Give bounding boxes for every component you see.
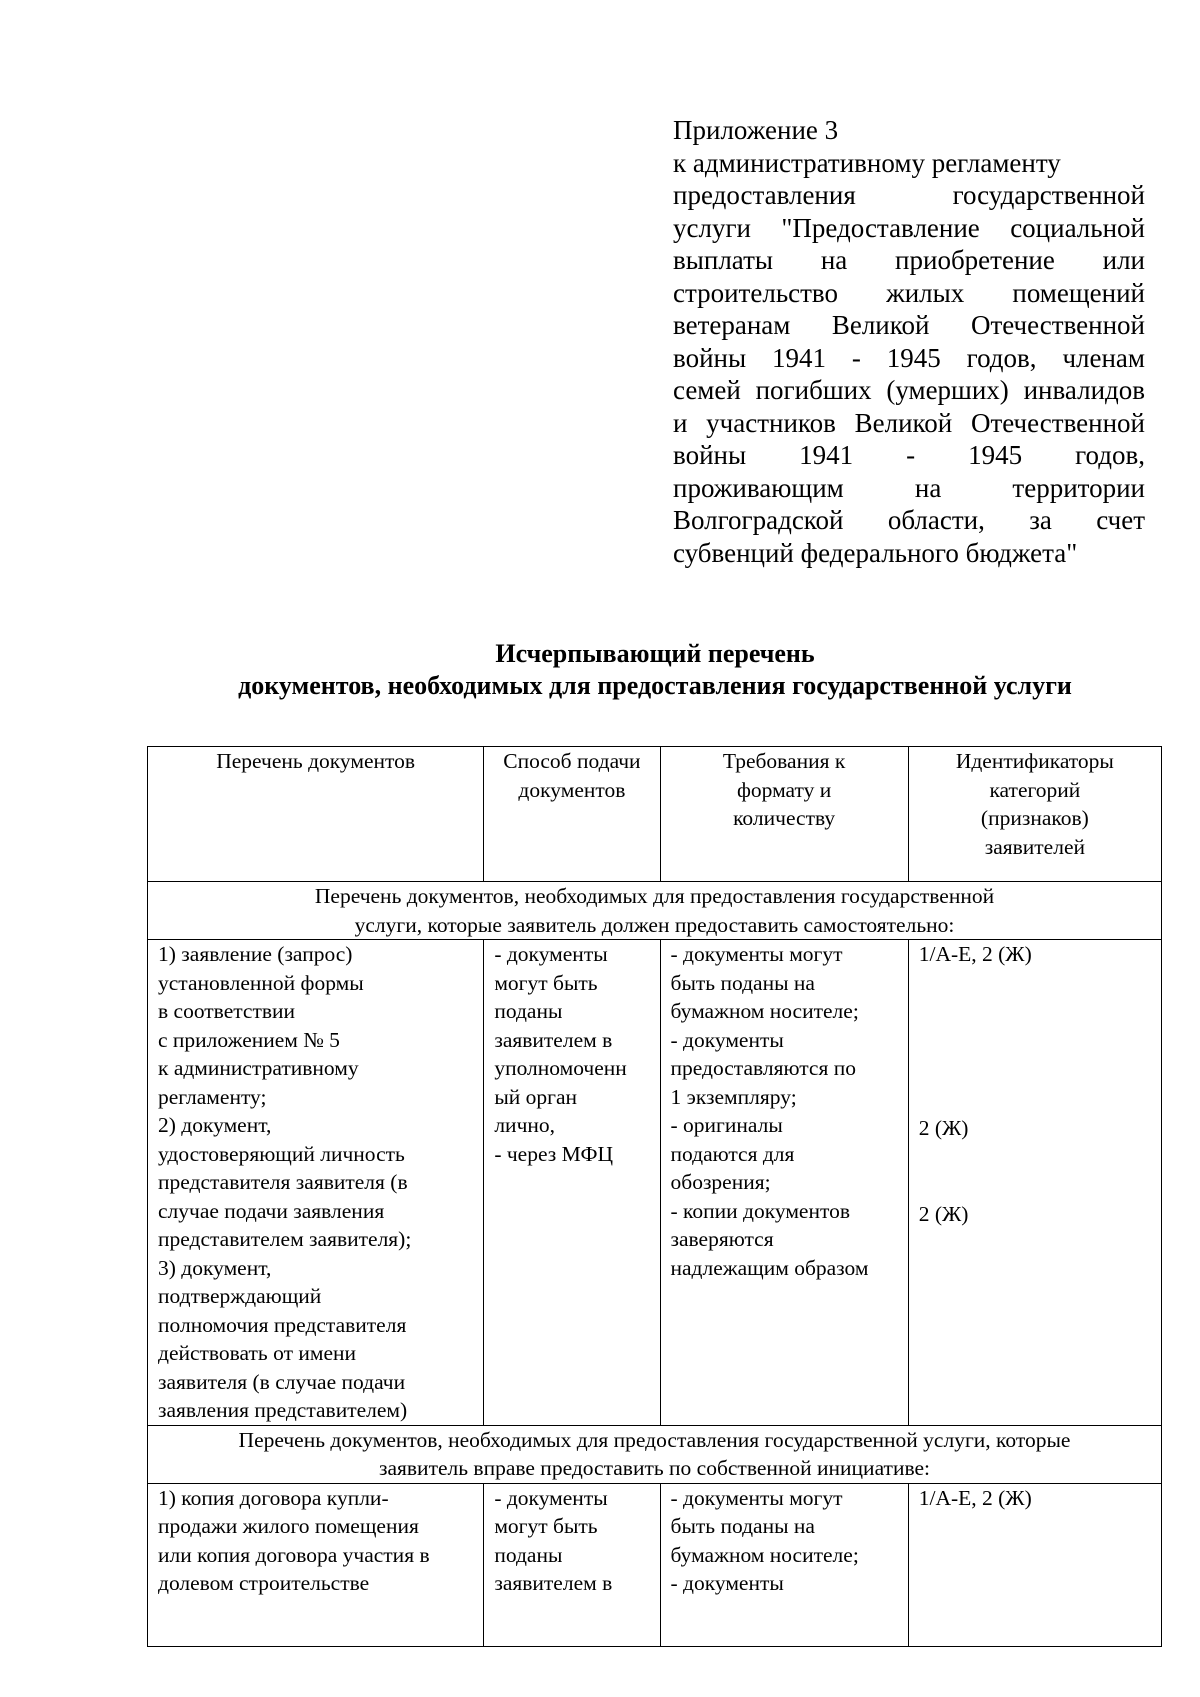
cell-line: - через МФЦ — [494, 1141, 613, 1166]
section-text: Перечень документов, необходимых для предоставления государственной — [314, 884, 995, 908]
header-identifiers — [908, 747, 1161, 882]
cell-line: подаются для — [670, 1141, 795, 1166]
appendix-line: Волгоградской области, за счет — [673, 505, 1145, 535]
cell-method — [484, 1483, 660, 1646]
cell-line: долевом строительстве — [158, 1571, 370, 1595]
header-text: документов — [518, 777, 626, 802]
cell-line: могут быть — [494, 970, 598, 995]
cell-line: в соответствии — [158, 999, 296, 1023]
cell-line: бумажном носителе; — [670, 999, 859, 1023]
cell-line: действовать от имени — [158, 1341, 357, 1365]
appendix-line: ветеранам Великой Отечественной — [673, 310, 1145, 340]
cell-line: продажи жилого помещения — [158, 1514, 419, 1538]
cell-line: быть поданы на — [670, 970, 815, 995]
spacer — [919, 1085, 1151, 1114]
table-header-row — [148, 747, 1162, 882]
header-documents — [148, 747, 484, 882]
header-text: Перечень документов — [216, 749, 416, 773]
cell-line: заявителем в — [494, 1571, 613, 1595]
cell-line: случае подачи заявления — [158, 1198, 385, 1223]
cell-line: 1/А-Е, 2 (Ж) — [918, 942, 1032, 966]
cell-line: подтверждающий — [158, 1284, 322, 1308]
document-title — [150, 638, 1160, 702]
header-text: Идентификаторы — [955, 749, 1114, 773]
header-requirements — [660, 747, 908, 882]
appendix-line: семей погибших (умерших) инвалидов — [673, 375, 1145, 405]
table-row — [148, 1483, 1162, 1646]
section-text: услуги, которые заявитель должен предоставить самостоятельно: — [354, 912, 955, 937]
title-line-1: Исчерпывающий перечень — [495, 639, 815, 668]
documents-table — [147, 746, 1162, 1647]
spacer — [919, 998, 1151, 1027]
cell-line: регламенту; — [158, 1084, 267, 1109]
header-method — [484, 747, 660, 882]
cell-method — [484, 940, 660, 1426]
cell-line: - документы могут — [670, 1485, 843, 1510]
cell-line: поданы — [494, 999, 563, 1023]
cell-line: заявителем в — [494, 1027, 613, 1052]
cell-line: уполномоченн — [494, 1056, 627, 1080]
section-row-mandatory — [148, 882, 1162, 940]
cell-line: предоставляются по — [670, 1056, 856, 1080]
section-row-optional — [148, 1425, 1162, 1483]
table-row — [148, 940, 1162, 1426]
cell-line: ый орган — [494, 1084, 578, 1109]
spacer — [919, 1027, 1151, 1056]
header-text: формату и — [736, 777, 832, 802]
cell-line: 1 экземпляру; — [670, 1084, 797, 1109]
cell-requirements — [660, 1483, 908, 1646]
cell-line: быть поданы на — [670, 1514, 815, 1538]
appendix-line: к административному регламенту — [673, 147, 1061, 178]
header-text: Способ подачи — [503, 749, 641, 773]
cell-line: надлежащим образом — [670, 1255, 869, 1280]
cell-line: заверяются — [670, 1227, 774, 1251]
cell-identifiers — [908, 940, 1161, 1426]
section-text: заявитель вправе предоставить по собственной инициативе: — [378, 1456, 930, 1480]
section-heading — [148, 1425, 1162, 1483]
cell-line: 2 (Ж) — [918, 1202, 969, 1226]
header-text: количеству — [733, 806, 836, 830]
title-line-2: документов, необходимых для предоставления государственной услуги — [238, 671, 1072, 700]
cell-line: 1) заявление (запрос) — [158, 942, 353, 966]
appendix-line: войны 1941 - 1945 годов, — [673, 440, 1145, 470]
spacer — [919, 1142, 1151, 1171]
cell-line: или копия договора участия в — [158, 1542, 430, 1567]
appendix-line: строительство жилых помещений — [673, 277, 1145, 308]
header-text: (признаков) — [980, 806, 1089, 830]
cell-line: 3) документ, — [158, 1255, 272, 1280]
cell-line: 2 (Ж) — [918, 1115, 969, 1140]
cell-line: с приложением № 5 — [158, 1027, 340, 1052]
section-text: Перечень документов, необходимых для предоставления государственной услуги, которые — [238, 1427, 1071, 1452]
appendix-line: проживающим на территории — [673, 472, 1145, 503]
cell-line: - документы — [494, 942, 608, 966]
header-text: Требования к — [722, 749, 846, 773]
spacer — [919, 1056, 1151, 1085]
cell-line: - документы — [670, 1571, 784, 1595]
cell-line: лично, — [494, 1113, 556, 1137]
cell-line: бумажном носителе; — [670, 1542, 859, 1567]
cell-line: удостоверяющий личность — [158, 1141, 405, 1166]
header-text: категорий — [989, 777, 1081, 802]
appendix-line: выплаты на приобретение или — [673, 245, 1145, 275]
cell-line: - документы могут — [670, 942, 843, 966]
cell-line: обозрения; — [670, 1170, 771, 1194]
cell-line: представителем заявителя); — [158, 1227, 412, 1251]
section-heading — [148, 882, 1162, 940]
cell-line: представителя заявителя (в — [158, 1170, 408, 1194]
cell-line: 1/А-Е, 2 (Ж) — [918, 1485, 1032, 1510]
appendix-line: войны 1941 - 1945 годов, членам — [673, 342, 1145, 373]
appendix-line: Приложение 3 — [673, 115, 839, 145]
cell-line: к административному — [158, 1056, 359, 1080]
cell-line: - оригиналы — [670, 1113, 783, 1137]
cell-line: установленной формы — [158, 970, 364, 995]
appendix-line: услуги "Предоставление социальной — [673, 212, 1145, 243]
cell-documents — [148, 1483, 484, 1646]
cell-line: 1) копия договора купли- — [158, 1485, 389, 1510]
cell-line: 2) документ, — [158, 1113, 272, 1137]
cell-line: полномочия представителя — [158, 1312, 407, 1337]
cell-documents — [148, 940, 484, 1426]
appendix-line: субвенций федерального бюджета" — [673, 537, 1078, 568]
cell-identifiers — [908, 1483, 1161, 1646]
header-text: заявителей — [984, 834, 1086, 859]
appendix-line: и участников Великой Отечественной — [673, 407, 1145, 438]
cell-line: - документы — [670, 1027, 784, 1052]
cell-line: заявителя (в случае подачи — [158, 1369, 406, 1394]
appendix-line: предоставления государственной — [673, 180, 1145, 210]
cell-line: могут быть — [494, 1514, 598, 1538]
appendix-note — [673, 114, 1145, 569]
cell-line: - копии документов — [670, 1198, 850, 1223]
cell-line: поданы — [494, 1542, 563, 1567]
spacer — [919, 969, 1151, 998]
cell-requirements — [660, 940, 908, 1426]
cell-line: заявления представителем) — [158, 1398, 408, 1422]
cell-line: - документы — [494, 1485, 608, 1510]
spacer — [919, 1171, 1151, 1200]
